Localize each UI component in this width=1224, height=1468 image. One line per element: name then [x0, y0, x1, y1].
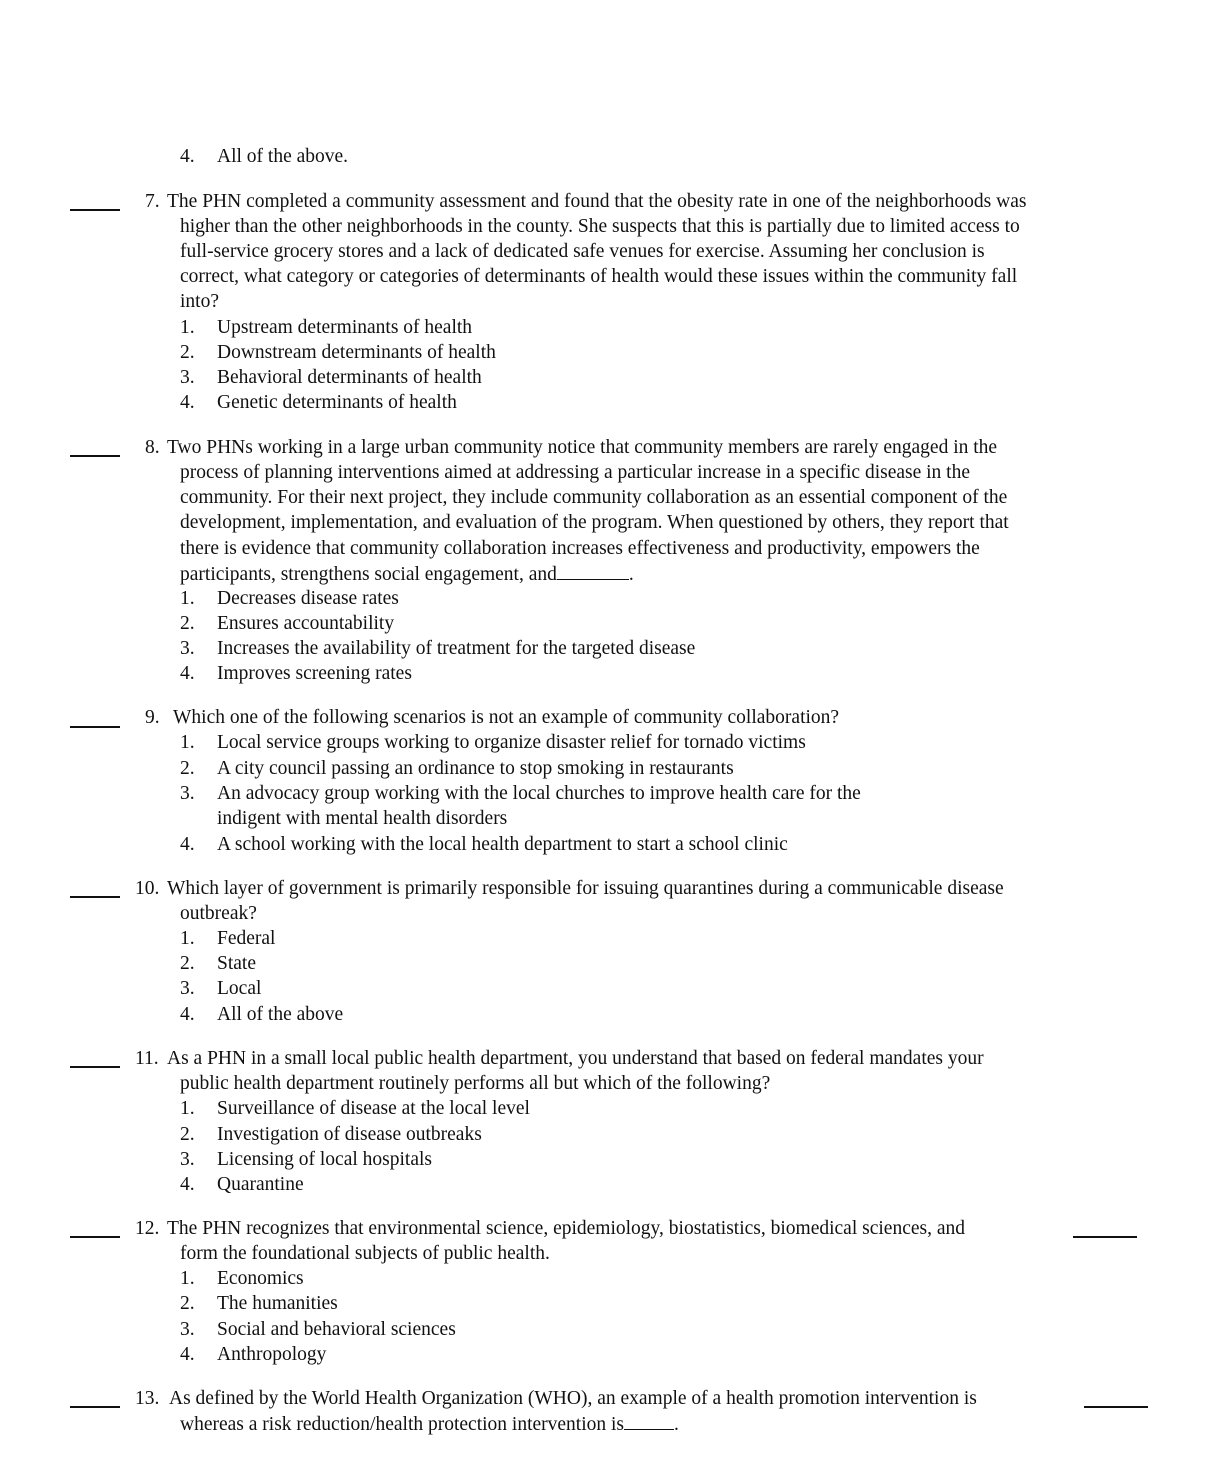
option-text: A school working with the local health department to start a school clinic [217, 834, 788, 855]
question-text-line: The PHN completed a community assessment and found that the obesity rate in one of the neighborhoods was [167, 191, 1027, 212]
option-text: Local [217, 978, 262, 999]
question-text-line: process of planning interventions aimed at addressing a particular increase in a specific disease in the [180, 462, 971, 483]
answer-blank[interactable] [70, 455, 120, 457]
question-text-line: development, implementation, and evaluation of the program. When questioned by others, they report that [180, 512, 1009, 533]
question-number: 11. [135, 1048, 159, 1069]
option-text: Ensures accountability [217, 613, 395, 634]
option-text: Local service groups working to organize disaster relief for tornado victims [217, 732, 806, 753]
option-number: 3. [180, 638, 195, 659]
answer-blank[interactable] [70, 1066, 120, 1068]
question-text-line: participants, strengthens social engagement, and [180, 564, 557, 585]
question-text-line: higher than the other neighborhoods in the county. She suspects that this is partially due to limited access to [180, 216, 1020, 237]
option-number: 2. [180, 613, 195, 634]
answer-blank[interactable] [70, 1406, 120, 1408]
option-number: 1. [180, 1098, 195, 1119]
question-text-line: into? [180, 291, 219, 312]
option-number: 3. [180, 1149, 195, 1170]
question-number: 9. [145, 707, 160, 728]
option-number: 4. [180, 663, 195, 684]
question-text-line: public health department routinely performs all but which of the following? [180, 1073, 771, 1094]
question-text-line: community. For their next project, they include community collaboration as an essential component of the [180, 487, 1008, 508]
fill-in-blank[interactable] [1073, 1236, 1137, 1238]
option-text: Genetic determinants of health [217, 392, 457, 413]
option-text: State [217, 953, 256, 974]
fill-in-blank[interactable] [557, 561, 629, 580]
option-number: 3. [180, 367, 195, 388]
question-number: 12. [135, 1218, 160, 1239]
option-text: Federal [217, 928, 276, 949]
option-text: Social and behavioral sciences [217, 1319, 456, 1340]
option-text: Downstream determinants of health [217, 342, 496, 363]
option-text: Anthropology [217, 1344, 327, 1365]
option-text-continuation: indigent with mental health disorders [217, 808, 508, 829]
question-text-line: whereas a risk reduction/health protection intervention is [180, 1414, 625, 1435]
option-text: Behavioral determinants of health [217, 367, 482, 388]
option-number: 1. [180, 317, 195, 338]
option-number: 4. [180, 146, 195, 167]
question-number: 10. [135, 878, 160, 899]
option-number: 3. [180, 978, 195, 999]
option-number: 2. [180, 953, 195, 974]
question-text-line: form the foundational subjects of public health. [180, 1243, 550, 1264]
sentence-period: . [628, 564, 634, 585]
answer-blank[interactable] [70, 896, 120, 898]
option-text: Decreases disease rates [217, 588, 399, 609]
option-number: 4. [180, 1004, 195, 1025]
option-text: All of the above. [217, 146, 349, 167]
question-text-line-with-blank [180, 561, 634, 587]
fill-in-blank[interactable] [624, 1411, 674, 1430]
answer-blank[interactable] [70, 726, 120, 728]
option-number: 4. [180, 1344, 195, 1365]
option-number: 4. [180, 392, 195, 413]
question-text-line: The PHN recognizes that environmental science, epidemiology, biostatistics, biomedical sciences, and [167, 1218, 965, 1239]
option-text: Economics [217, 1268, 304, 1289]
option-number: 1. [180, 588, 195, 609]
option-number: 2. [180, 758, 195, 779]
question-text-line: full-service grocery stores and a lack of dedicated safe venues for exercise. Assuming her conclusion is [180, 241, 985, 262]
question-text-line-with-blank [180, 1411, 679, 1437]
option-number: 3. [180, 783, 195, 804]
option-number: 1. [180, 928, 195, 949]
option-text: Licensing of local hospitals [217, 1149, 432, 1170]
option-text: An advocacy group working with the local churches to improve health care for the [217, 783, 861, 804]
question-text-line: Which one of the following scenarios is not an example of community collaboration? [173, 707, 840, 728]
option-number: 2. [180, 1124, 195, 1145]
option-text: All of the above [217, 1004, 344, 1025]
option-number: 1. [180, 732, 195, 753]
option-text: A city council passing an ordinance to stop smoking in restaurants [217, 758, 734, 779]
question-number: 8. [145, 437, 160, 458]
option-number: 1. [180, 1268, 195, 1289]
option-number: 2. [180, 1293, 195, 1314]
question-number: 7. [145, 191, 160, 212]
question-number: 13. [135, 1388, 160, 1409]
question-text-line: Two PHNs working in a large urban community notice that community members are rarely engaged in the [167, 437, 998, 458]
option-text: Investigation of disease outbreaks [217, 1124, 482, 1145]
option-text: Improves screening rates [217, 663, 412, 684]
option-text: Surveillance of disease at the local level [217, 1098, 530, 1119]
option-number: 4. [180, 834, 195, 855]
option-number: 4. [180, 1174, 195, 1195]
answer-blank[interactable] [70, 1236, 120, 1238]
option-number: 2. [180, 342, 195, 363]
fill-in-blank[interactable] [1084, 1406, 1148, 1408]
option-number: 3. [180, 1319, 195, 1340]
option-text: Upstream determinants of health [217, 317, 473, 338]
question-text-line: outbreak? [180, 903, 257, 924]
sentence-period: . [674, 1414, 679, 1435]
question-text-line: Which layer of government is primarily responsible for issuing quarantines during a communicable disease [167, 878, 1004, 899]
question-text-line: there is evidence that community collaboration increases effectiveness and productivity, empowers the [180, 538, 980, 559]
answer-blank[interactable] [70, 209, 120, 211]
question-text-line: As a PHN in a small local public health department, you understand that based on federal mandates your [167, 1048, 984, 1069]
option-text: The humanities [217, 1293, 338, 1314]
question-text-line: As defined by the World Health Organization (WHO), an example of a health promotion intervention is [169, 1388, 977, 1409]
option-text: Increases the availability of treatment for the targeted disease [217, 638, 696, 659]
option-text: Quarantine [217, 1174, 304, 1195]
question-text-line: correct, what category or categories of determinants of health would these issues within the community fall [180, 266, 1018, 287]
